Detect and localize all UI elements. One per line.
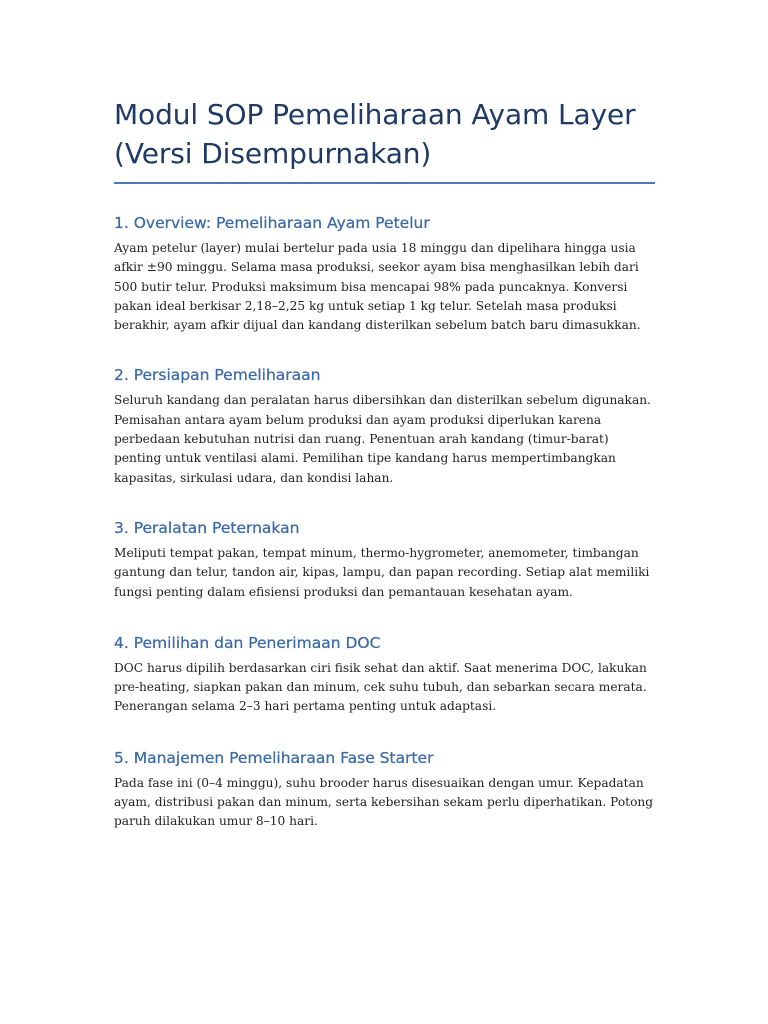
section-body: DOC harus dipilih berdasarkan ciri fisik sehat dan aktif. Saat menerima DOC, lakukan pre-heating, siapkan pakan dan minum, cek suhu tubuh, dan sebarkan secara merata. Penerangan selama 2–3 hari pertama penting untuk adaptasi.	[114, 660, 647, 714]
section-heading: 4. Pemilihan dan Penerimaan DOC	[114, 633, 381, 652]
section-heading: 1. Overview: Pemeliharaan Ayam Petelur	[114, 214, 430, 232]
section-doc	[114, 633, 655, 717]
section-persiapan	[114, 365, 655, 487]
section-peralatan	[114, 518, 655, 602]
section-heading: 3. Peralatan Peternakan	[114, 518, 300, 537]
title-divider	[114, 182, 655, 184]
section-body: Pada fase ini (0–4 minggu), suhu brooder harus disesuaikan dengan umur. Kepadatan ayam, distribusi pakan dan minum, serta kebersihan sekam perlu diperhatikan. Potong paruh dilakukan umur 8–10 hari.	[114, 775, 654, 829]
section-starter	[114, 748, 655, 832]
section-heading: 2. Persiapan Pemeliharaan	[114, 366, 321, 385]
section-body: Meliputi tempat pakan, tempat minum, thermo-hygrometer, anemometer, timbangan gantung dan telur, tandon air, kipas, lampu, dan papan recording. Setiap alat memiliki fungsi penting dalam efisiensi produksi dan pemantauan kesehatan ayam.	[114, 545, 650, 599]
section-body: Seluruh kandang dan peralatan harus dibersihkan dan disterilkan sebelum digunakan. Pemisahan antara ayam belum produksi dan ayam produksi diperlukan karena perbedaan kebutuhan nutrisi dan ruang. Penentuan arah kandang (timur-barat) penting untuk ventilasi alami. Pemilihan tipe kandang harus mempertimbangkan kapasitas, sirkulasi udara, dan kondisi lahan.	[114, 393, 651, 485]
section-heading: 5. Manajemen Pemeliharaan Fase Starter	[114, 748, 434, 767]
section-overview	[114, 213, 655, 335]
section-body: Ayam petelur (layer) mulai bertelur pada usia 18 minggu dan dipelihara hingga usia afkir ±90 minggu. Selama masa produksi, seekor ayam bisa menghasilkan lebih dari 500 butir telur. Produksi maksimum bisa mencapai 98% pada puncaknya. Konversi pakan ideal berkisar 2,18–2,25 kg untuk setiap 1 kg telur. Setelah masa produksi berakhir, ayam afkir dijual dan kandang disterilkan sebelum batch baru dimasukkan.	[114, 241, 641, 333]
document-title: Modul SOP Pemeliharaan Ayam Layer (Versi Disempurnakan)	[114, 98, 636, 170]
